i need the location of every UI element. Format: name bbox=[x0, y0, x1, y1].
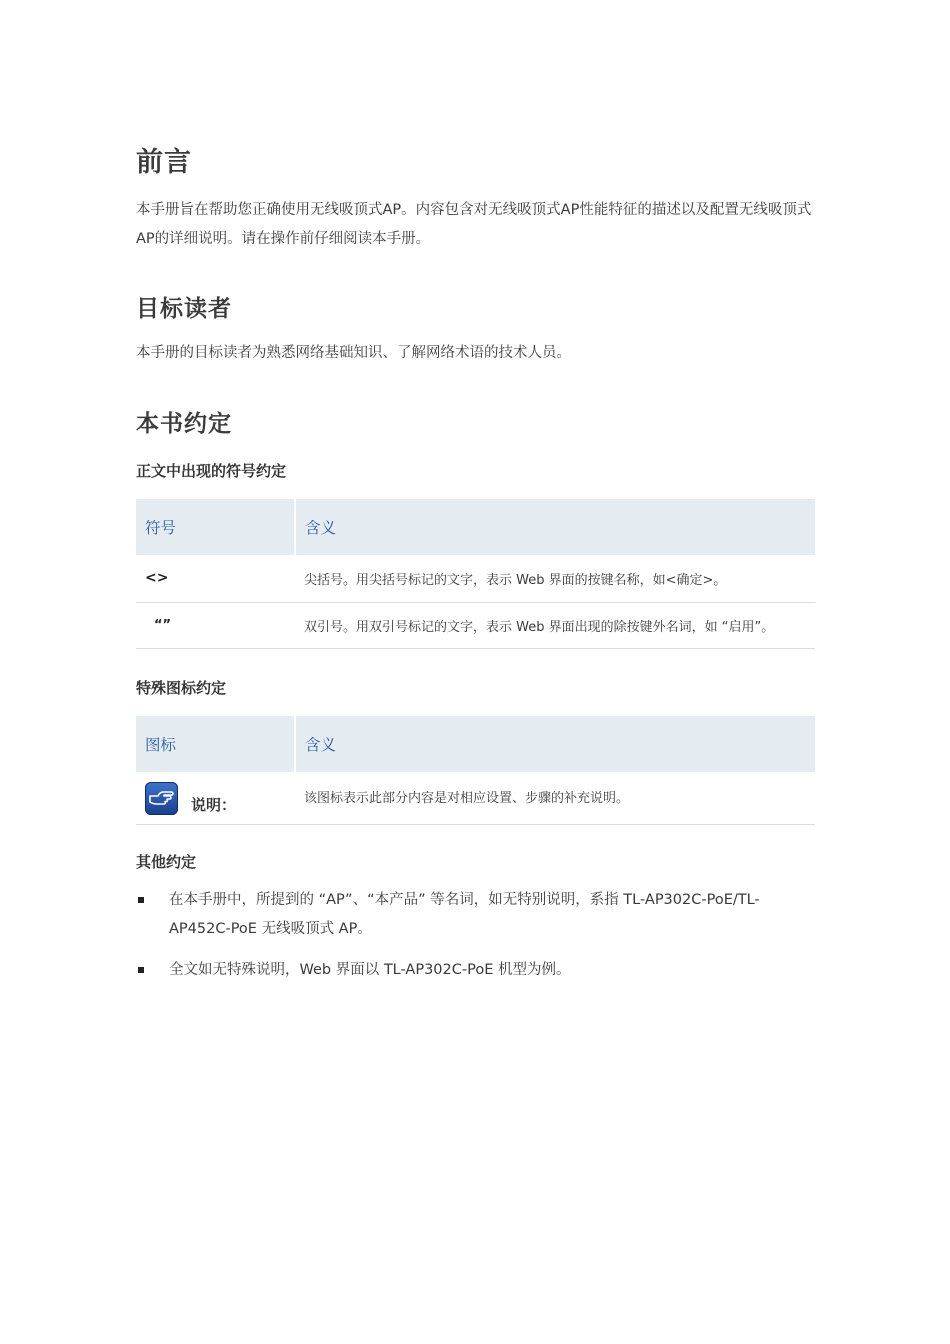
symbols-subtitle: 正文中出现的符号约定 bbox=[136, 462, 287, 480]
icons-subtitle: 特殊图标约定 bbox=[136, 679, 227, 697]
header-icon: 图标 bbox=[136, 716, 295, 772]
table-row bbox=[136, 602, 815, 648]
other-subtitle: 其他约定 bbox=[136, 853, 197, 871]
table-row bbox=[136, 555, 815, 602]
bullet-square-icon bbox=[138, 897, 144, 903]
table-header-row bbox=[136, 716, 815, 772]
symbol-meaning: 尖括号。用尖括号标记的文字，表示 Web 界面的按键名称，如<确定>。 bbox=[295, 555, 815, 602]
pointing-hand-icon bbox=[145, 782, 178, 815]
list-item bbox=[136, 956, 815, 985]
conventions-title: 本书约定 bbox=[136, 411, 232, 437]
list-item-text: 全文如无特殊说明，Web 界面以 TL-AP302C-PoE 机型为例。 bbox=[169, 962, 571, 978]
list-item bbox=[136, 886, 815, 944]
bullet-square-icon bbox=[138, 967, 144, 973]
list-item-text: 在本手册中，所提到的 “AP”、“本产品” 等名词，如无特别说明，系指 TL-AP302C-PoE/TL-AP452C-PoE 无线吸顶式 AP。 bbox=[169, 892, 760, 937]
header-symbol: 符号 bbox=[136, 499, 295, 555]
audience-title: 目标读者 bbox=[136, 296, 232, 322]
note-icon-cell bbox=[136, 772, 295, 824]
icon-meaning: 该图标表示此部分内容是对相应设置、步骤的补充说明。 bbox=[295, 772, 815, 824]
audience-text: 本手册的目标读者为熟悉网络基础知识、了解网络术语的技术人员。 bbox=[136, 345, 571, 361]
note-label: 说明： bbox=[191, 796, 237, 814]
symbol-double-quotes: “” bbox=[136, 602, 295, 648]
other-list bbox=[136, 886, 815, 997]
preface-title: 前言 bbox=[136, 147, 192, 178]
preface-text: 本手册旨在帮助您正确使用无线吸顶式AP。内容包含对无线吸顶式AP性能特征的描述以及配置无线吸顶式AP的详细说明。请在操作前仔细阅读本手册。 bbox=[136, 202, 812, 247]
symbol-angle-brackets: <> bbox=[136, 555, 295, 602]
header-meaning: 含义 bbox=[295, 499, 815, 555]
table-row bbox=[136, 772, 815, 824]
table-header-row bbox=[136, 499, 815, 555]
symbols-table bbox=[136, 499, 815, 649]
symbol-meaning: 双引号。用双引号标记的文字，表示 Web 界面出现的除按键外名词，如 “启用”。 bbox=[295, 602, 815, 648]
header-meaning: 含义 bbox=[295, 716, 815, 772]
icons-table bbox=[136, 716, 815, 825]
